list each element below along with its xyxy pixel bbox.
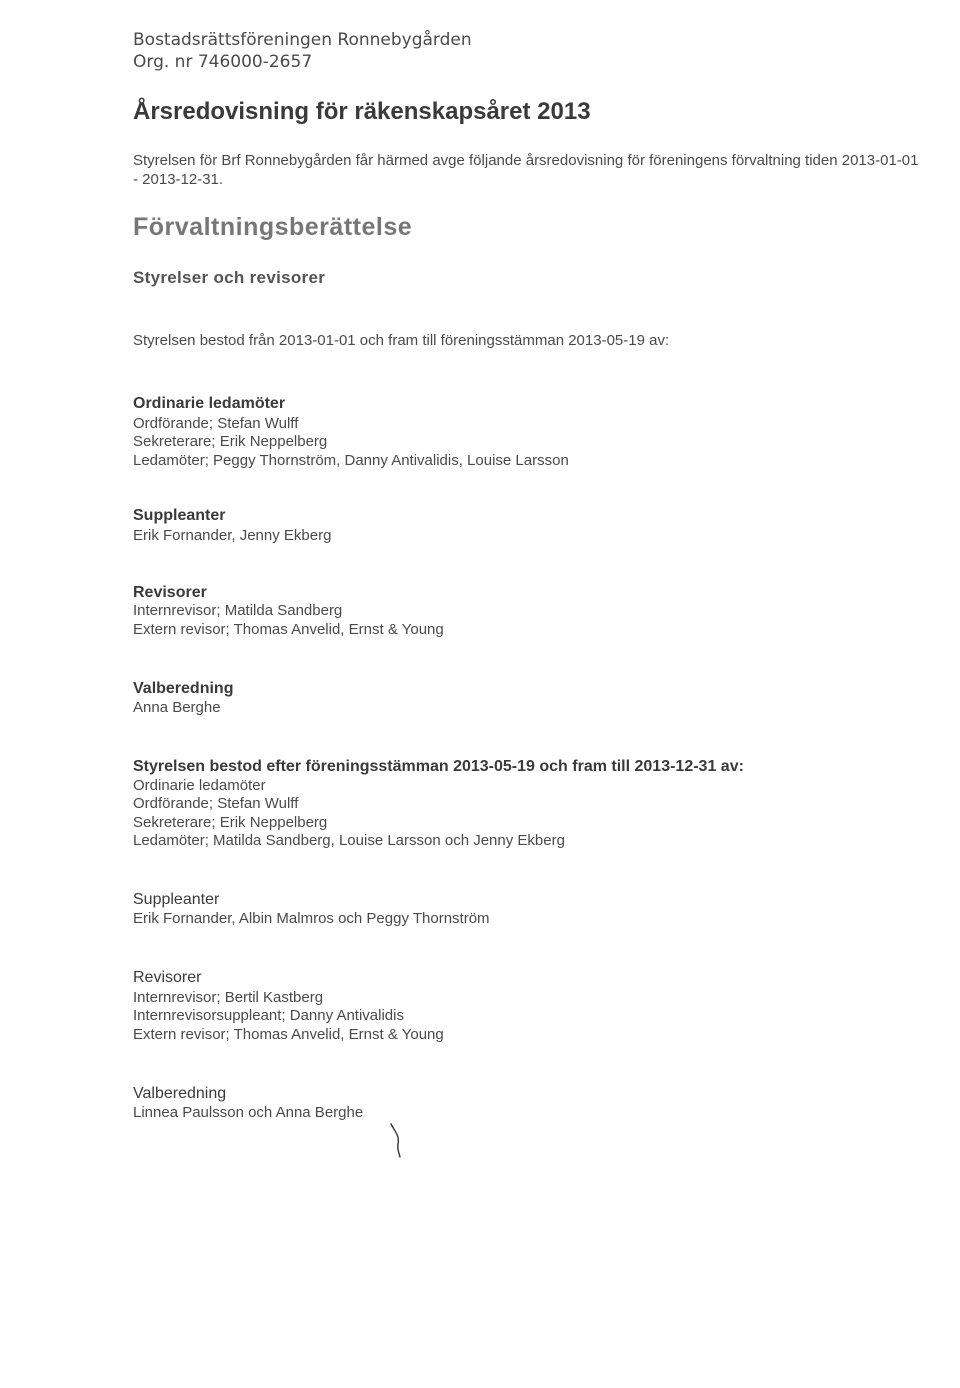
period2-nomination: Linnea Paulsson och Anna Berghe [133, 1104, 364, 1121]
period2-internal-auditor: Internrevisor; Bertil Kastberg [133, 989, 324, 1006]
period1-deputies-heading: Suppleanter [133, 507, 226, 524]
period2-chair: Ordförande; Stefan Wulff [133, 795, 299, 812]
period2-auditors-heading: Revisorer [133, 969, 202, 986]
period2-nomination-heading: Valberedning [133, 1085, 227, 1102]
period2-internal-auditor-deputy: Internrevisorsuppleant; Danny Antivalidis [133, 1007, 404, 1024]
document-intro: Styrelsen för Brf Ronnebygården får härmed avge följande årsredovisning för föreningens förvaltning tiden 2013-01-01 - 2013-12-31. [133, 152, 919, 188]
period2-members: Ledamöter; Matilda Sandberg, Louise Larsson och Jenny Ekberg [133, 832, 565, 849]
period1-internal-auditor: Internrevisor; Matilda Sandberg [133, 602, 343, 619]
period2-ordinary-heading: Ordinarie ledamöter [133, 777, 266, 794]
period1-deputies: Erik Fornander, Jenny Ekberg [133, 527, 332, 544]
period2-deputies-heading: Suppleanter [133, 891, 220, 908]
period1-chair: Ordförande; Stefan Wulff [133, 415, 299, 432]
period2-heading: Styrelsen bestod efter föreningsstämman 2013-05-19 och fram till 2013-12-31 av: [133, 758, 744, 775]
period1-ordinary-heading: Ordinarie ledamöter [133, 395, 286, 412]
period1-auditors-heading: Revisorer [133, 584, 207, 601]
period1-external-auditor: Extern revisor; Thomas Anvelid, Ernst & Young [133, 621, 444, 638]
period1-intro: Styrelsen bestod från 2013-01-01 och fram till föreningsstämman 2013-05-19 av: [133, 332, 670, 349]
period2-secretary: Sekreterare; Erik Neppelberg [133, 814, 328, 831]
org-name: Bostadsrättsföreningen Ronnebygården [133, 30, 472, 50]
document-title: Årsredovisning för räkenskapsåret 2013 [133, 98, 591, 125]
period1-nomination: Anna Berghe [133, 699, 221, 716]
period2-external-auditor: Extern revisor; Thomas Anvelid, Ernst & Young [133, 1026, 444, 1043]
period1-members: Ledamöter; Peggy Thornström, Danny Antivalidis, Louise Larsson [133, 452, 569, 469]
initials-signature [388, 1122, 404, 1158]
board-and-auditors-subtitle: Styrelser och revisorer [133, 268, 326, 287]
period1-nomination-heading: Valberedning [133, 680, 234, 697]
management-report-title: Förvaltningsberättelse [133, 213, 413, 241]
period2-deputies: Erik Fornander, Albin Malmros och Peggy Thornström [133, 910, 490, 927]
org-number: Org. nr 746000-2657 [133, 52, 313, 72]
period1-secretary: Sekreterare; Erik Neppelberg [133, 433, 328, 450]
